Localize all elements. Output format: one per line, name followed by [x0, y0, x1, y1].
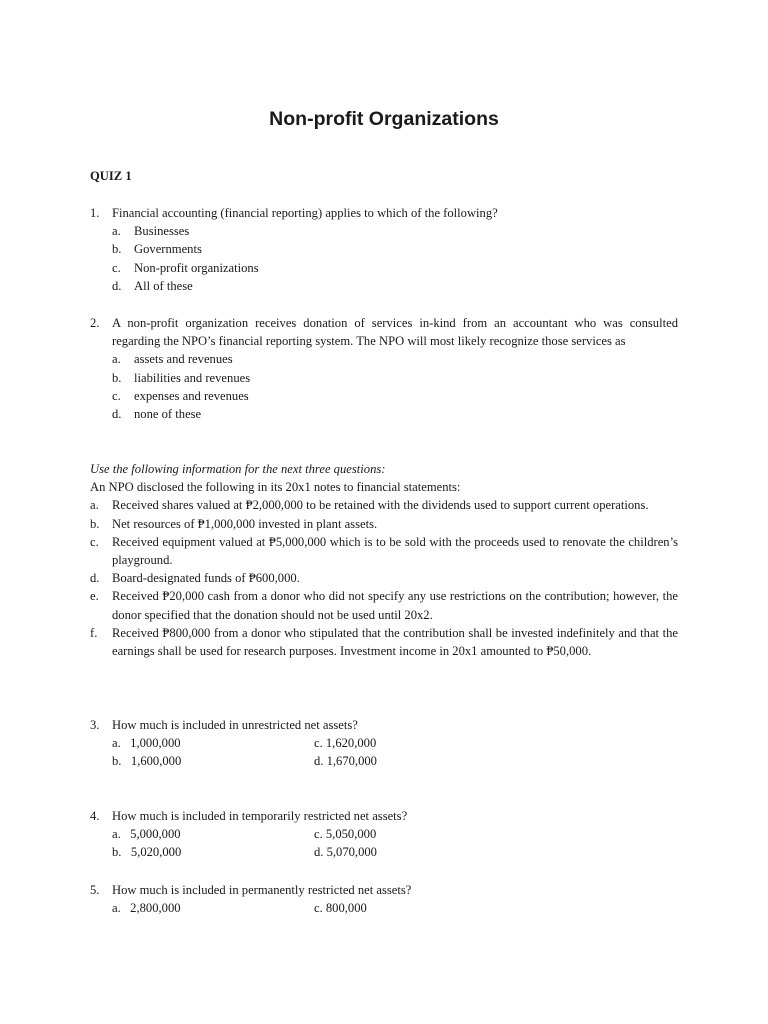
- option-text: Non-profit organizations: [134, 260, 259, 275]
- option: c. 1,620,000: [314, 736, 377, 751]
- option: [112, 350, 678, 368]
- option: [112, 405, 678, 423]
- item-text: Received shares valued at ₱2,000,000 to be retained with the dividends used to support current operations.: [112, 498, 649, 513]
- question-number: 4.: [90, 809, 100, 823]
- item-letter: b.: [90, 516, 100, 531]
- option-text: expenses and revenues: [134, 388, 249, 403]
- option: b. 1,600,000: [112, 754, 182, 769]
- question-number: 2.: [90, 316, 100, 330]
- page-title: Non-profit Organizations: [269, 108, 499, 130]
- option: b. 5,020,000: [112, 845, 182, 860]
- question-number: 1.: [90, 206, 100, 220]
- question-number: 3.: [90, 718, 100, 732]
- item-text: Received equipment valued at ₱5,000,000 which is to be sold with the proceeds used to renovate the children’s playground.: [112, 534, 678, 568]
- option-letter: b.: [112, 242, 122, 257]
- item-letter: a.: [90, 498, 99, 513]
- item-letter: f.: [90, 625, 98, 640]
- option: d. 5,070,000: [314, 845, 377, 860]
- item-text: Board-designated funds of ₱600,000.: [112, 571, 300, 586]
- option: [112, 369, 678, 387]
- option-letter: d.: [112, 407, 122, 422]
- item-text: Received ₱20,000 cash from a donor who did not specify any use restrictions on the contribution; however, the donor specified that the donation should not be used until 20x2.: [112, 589, 678, 622]
- option-text: Businesses: [134, 224, 190, 239]
- question-text: How much is included in temporarily restricted net assets?: [112, 809, 408, 823]
- question-text: How much is included in permanently restricted net assets?: [112, 883, 412, 897]
- item-text: Net resources of ₱1,000,000 invested in plant assets.: [112, 516, 378, 531]
- quiz-label: QUIZ 1: [90, 169, 132, 183]
- item-text: Received ₱800,000 from a donor who stipulated that the contribution shall be invested indefinitely and that the earnings shall be used for research purposes. Investment income in 20x1 amounted to ₱50,000.: [112, 625, 678, 659]
- info-item: [90, 587, 678, 623]
- option: a. 2,800,000: [112, 901, 181, 916]
- option-text: assets and revenues: [134, 352, 233, 367]
- option: d. 1,670,000: [314, 754, 377, 769]
- question-number: 5.: [90, 883, 100, 897]
- option: [112, 240, 678, 258]
- option-text: All of these: [134, 278, 193, 293]
- option: [112, 222, 678, 240]
- info-instruction: Use the following information for the next three questions:: [90, 462, 386, 476]
- info-item: [90, 496, 678, 514]
- option: c. 5,050,000: [314, 827, 377, 842]
- info-item: [90, 533, 678, 569]
- option-letter: c.: [112, 260, 121, 275]
- question-1: [90, 204, 678, 295]
- option-text: Governments: [134, 242, 202, 257]
- info-item: [90, 515, 678, 533]
- option-letter: b.: [112, 370, 122, 385]
- option-letter: c.: [112, 388, 121, 403]
- info-item: [90, 624, 678, 660]
- question-2: [90, 314, 678, 423]
- item-letter: e.: [90, 589, 99, 604]
- info-lead: An NPO disclosed the following in its 20x1 notes to financial statements:: [90, 480, 461, 495]
- info-item: [90, 569, 678, 587]
- question-4: [90, 807, 678, 862]
- option: c. 800,000: [314, 901, 367, 916]
- item-letter: d.: [90, 571, 100, 586]
- option-text: liabilities and revenues: [134, 370, 251, 385]
- info-block: [90, 460, 678, 660]
- option-text: none of these: [134, 407, 202, 422]
- question-text: Financial accounting (financial reporting) applies to which of the following?: [112, 206, 498, 220]
- option-letter: d.: [112, 278, 122, 293]
- item-letter: c.: [90, 534, 99, 549]
- question-text: How much is included in unrestricted net assets?: [112, 718, 358, 732]
- option: [112, 277, 678, 295]
- option: a. 1,000,000: [112, 736, 181, 751]
- option: a. 5,000,000: [112, 827, 181, 842]
- option-letter: a.: [112, 352, 121, 367]
- question-3: [90, 716, 678, 771]
- option: [112, 259, 678, 277]
- question-text: A non-profit organization receives donation of services in-kind from an accountant who was consulted regarding the NPO’s financial reporting system. The NPO will most likely recognize those services as: [112, 316, 678, 349]
- option: [112, 387, 678, 405]
- option-letter: a.: [112, 224, 121, 239]
- question-5: [90, 881, 678, 917]
